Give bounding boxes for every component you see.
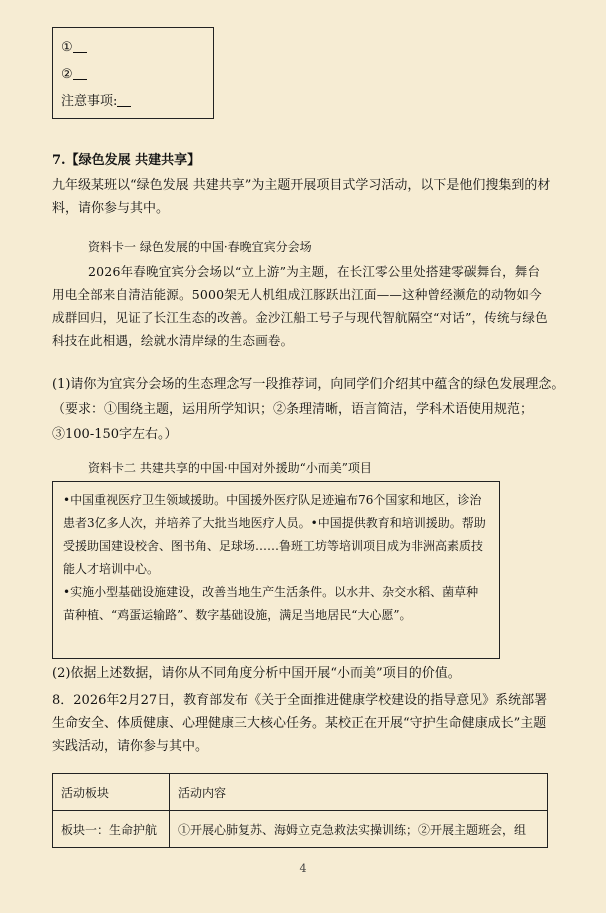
card2-text2: •实施小型基础设施建设，改善当地生产生活条件。以水井、杂交水稻、菌草种苗种植、“鸡蛋运输路”、数字基础设施，满足当地居民“大心愿”。 (63, 585, 479, 622)
answer-box (52, 27, 214, 119)
table-cell: 板块一：生命护航 (53, 811, 170, 848)
q7-intro: 九年级某班以“绿色发展 共建共享”为主题开展项目式学习活动，以下是他们搜集到的材料，请你参与其中。 (52, 178, 551, 216)
q7-sub1-req2: ③100-150字左右。） (52, 427, 178, 442)
q7-sub1-req1: （要求：①围绕主题，运用所学知识；②条理清晰，语言简洁，学科术语使用规范； (52, 402, 534, 417)
card1-text: 2026年春晚宜宾分会场以“立上游”为主题，在长江零公里处搭建零碳舞台，舞台用电全部来自清洁能源。5000架无人机组成江豚跃出江面——这种曾经濒危的动物如今成群回归，见证了长江生态的改善。金沙江船工号子与现代智航隔空“对话”，传统与绿色科技在此相遇，绘就水清岸绿的生态画卷。 (52, 264, 548, 348)
activity-table (52, 773, 548, 848)
q8-intro: 8．2026年2月27日，教育部发布《关于全面推进健康学校建设的指导意见》系统部署生命安全、体质健康、心理健康三大核心任务。某校正在开展“守护生命健康成长”主题实践活动，请你参与其中。 (52, 693, 548, 754)
table-header: 活动内容 (170, 774, 548, 811)
q7-heading: 7.【绿色发展 共建共享】 (52, 153, 201, 168)
table-row (53, 811, 548, 848)
notes-line: 注意事项: (61, 90, 213, 117)
table-header: 活动板块 (53, 774, 170, 811)
blank-underline (117, 92, 131, 107)
table-cell: ①开展心肺复苏、海姆立克急救法实操训练；②开展主题班会，组 (170, 811, 548, 848)
q7-sub1: (1)请你为宜宾分会场的生态理念写一段推荐词，向同学们介绍其中蕴含的绿色发展理念。 (52, 377, 565, 392)
answer-line-1: ① (61, 36, 213, 63)
card2-box (52, 481, 500, 659)
card2-title: 资料卡二 共建共享的中国·中国对外援助“小而美”项目 (88, 461, 372, 475)
table-header-row (53, 774, 548, 811)
card1-title: 资料卡一 绿色发展的中国·春晚宜宾分会场 (88, 240, 312, 254)
q7-sub2: (2)依据上述数据，请你从不同角度分析中国开展“小而美”项目的价值。 (52, 666, 461, 681)
answer-line-2: ② (61, 63, 213, 90)
page-number: 4 (299, 862, 307, 875)
blank-underline (73, 38, 87, 53)
card2-text1: •中国重视医疗卫生领域援助。中国援外医疗队足迹遍布76个国家和地区，诊治患者3亿多人次，并培养了大批当地医疗人员。•中国提供教育和培训援助。帮助受援助国建设校舍、图书角、足球场……鲁班工坊等培训项目成为非洲高素质技能人才培训中心。 (63, 493, 486, 576)
blank-underline (73, 65, 87, 80)
